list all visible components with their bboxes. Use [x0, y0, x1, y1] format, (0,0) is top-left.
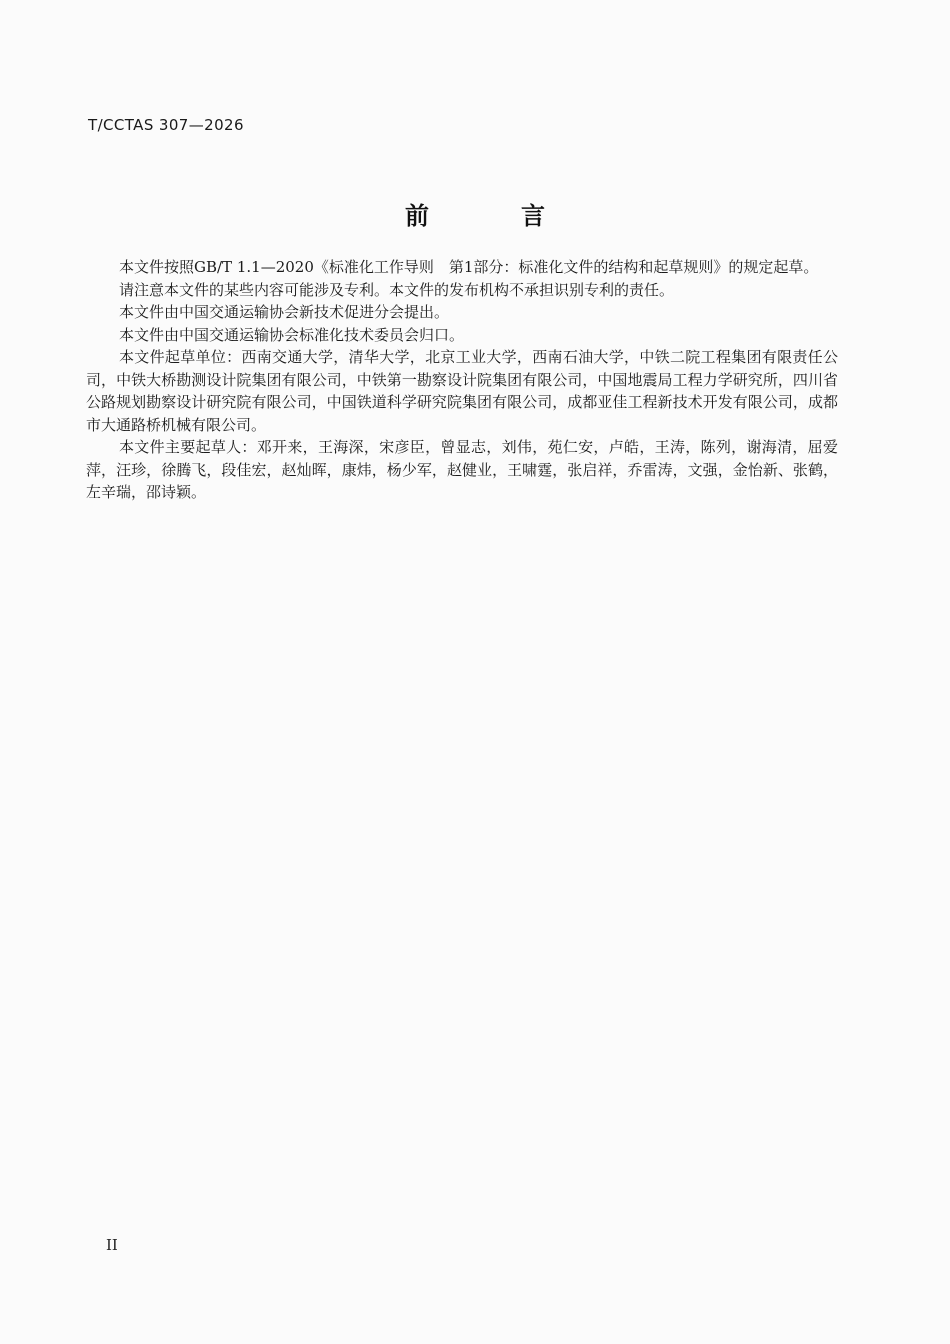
paragraph-main-drafters: 本文件主要起草人：邓开来，王海深，宋彦臣，曾显志，刘伟，苑仁安，卢皓，王涛，陈列，谢海清，屈爱萍，汪珍，徐腾飞，段佳宏，赵灿晖，康炜，杨少军，赵健业，王啸霆，张启祥，乔雷涛，文强，金怡新、张鹤，左辛瑞，邵诗颖。	[86, 438, 838, 501]
document-code: T/CCTAS 307—2026	[88, 116, 244, 134]
paragraph-patent-notice: 请注意本文件的某些内容可能涉及专利。本文件的发布机构不承担识别专利的责任。	[119, 280, 675, 299]
paragraph-drafting-units: 本文件起草单位：西南交通大学，清华大学，北京工业大学，西南石油大学，中铁二院工程集团有限责任公司，中铁大桥勘测设计院集团有限公司，中铁第一勘察设计院集团有限公司，中国地震局工程力学研究所，四川省公路规划勘察设计研究院有限公司，中国铁道科学研究院集团有限公司，成都亚佳工程新技术开发有限公司，成都市大通路桥机械有限公司。	[86, 348, 838, 434]
paragraph-drafting-rules: 本文件按照GB/T 1.1—2020《标准化工作导则 第1部分：标准化文件的结构和起草规则》的规定起草。	[119, 258, 819, 276]
page-title: 前 言	[405, 202, 579, 230]
paragraph-centralized-management: 本文件由中国交通运输协会标准化技术委员会归口。	[119, 325, 465, 344]
foreword-body	[86, 256, 838, 504]
page-number: II	[106, 1236, 118, 1254]
paragraph-proposer: 本文件由中国交通运输协会新技术促进分会提出。	[119, 303, 450, 321]
